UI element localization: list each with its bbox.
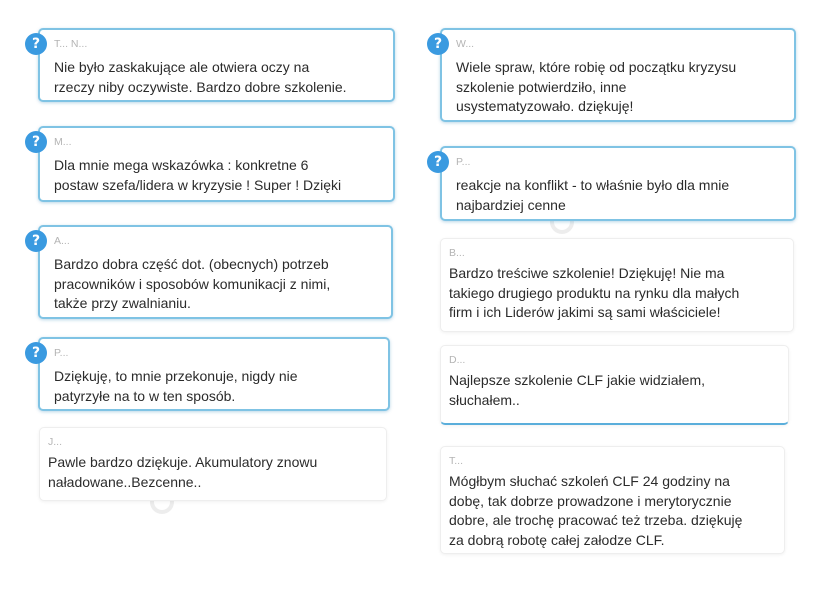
- comment-text: Najlepsze szkolenie CLF jakie widziałem, słuchałem..: [449, 372, 705, 408]
- comment-author: T...: [449, 455, 464, 467]
- comment-author: A...: [54, 235, 70, 247]
- comment-text: reakcje na konflikt - to właśnie było dla mnie najbardziej cenne: [456, 177, 730, 213]
- question-icon: ?: [25, 33, 47, 55]
- question-icon: ?: [25, 230, 47, 252]
- comment-text: Bardzo dobra część dot. (obecnych) potrzeb pracowników i sposobów komunikacji z nimi, także przy zwalnianiu.: [54, 256, 331, 311]
- comment-card: [440, 446, 785, 554]
- comment-text: Mógłbym słuchać szkoleń CLF 24 godziny na dobę, tak dobrze prowadzone i merytorycznie dobre, ale trochę pracować też trzeba. dziękuję za dobrą robotę całej załodze CLF.: [449, 473, 743, 548]
- comment-card: [31, 225, 393, 319]
- comment-card: [31, 126, 395, 202]
- comment-card: [440, 345, 789, 425]
- comment-card: [31, 28, 395, 102]
- comment-text: Dla mnie mega wskazówka : konkretne 6 postaw szefa/lidera w kryzysie ! Super ! Dzięki: [54, 157, 342, 193]
- question-icon: ?: [25, 342, 47, 364]
- question-icon: ?: [427, 151, 449, 173]
- comment-text: Nie było zaskakujące ale otwiera oczy na rzeczy niby oczywiste. Bardzo dobre szkolenie.: [54, 59, 347, 95]
- comment-author: P...: [54, 347, 69, 359]
- comment-card: [433, 146, 796, 221]
- comment-card: [39, 427, 387, 501]
- question-icon: ?: [25, 131, 47, 153]
- comment-text: Bardzo treściwe szkolenie! Dziękuję! Nie ma takiego drugiego produktu na rynku dla małych firm i ich Liderów jakimi są sami właściciele!: [449, 265, 740, 320]
- comment-author: J...: [48, 436, 63, 448]
- comment-text: Pawle bardzo dziękuje. Akumulatory znowu naładowane..Bezcenne..: [48, 454, 318, 490]
- question-icon: ?: [427, 33, 449, 55]
- comment-text: Dziękuję, to mnie przekonuje, nigdy nie patyrzyłe na to w ten sposób.: [54, 368, 298, 404]
- comment-author: B...: [449, 247, 465, 259]
- comment-author: D...: [449, 354, 466, 366]
- comment-author: P...: [456, 156, 471, 168]
- comment-author: M...: [54, 136, 72, 148]
- comment-author: W...: [456, 38, 475, 50]
- comment-text: Wiele spraw, które robię od początku kryzysu szkolenie potwierdziło, inne usystematyzowało. dziękuję!: [456, 59, 737, 114]
- comment-author: T... N...: [54, 38, 88, 50]
- comment-card: [440, 238, 794, 332]
- comment-card: [31, 337, 390, 411]
- comment-card: [433, 28, 796, 122]
